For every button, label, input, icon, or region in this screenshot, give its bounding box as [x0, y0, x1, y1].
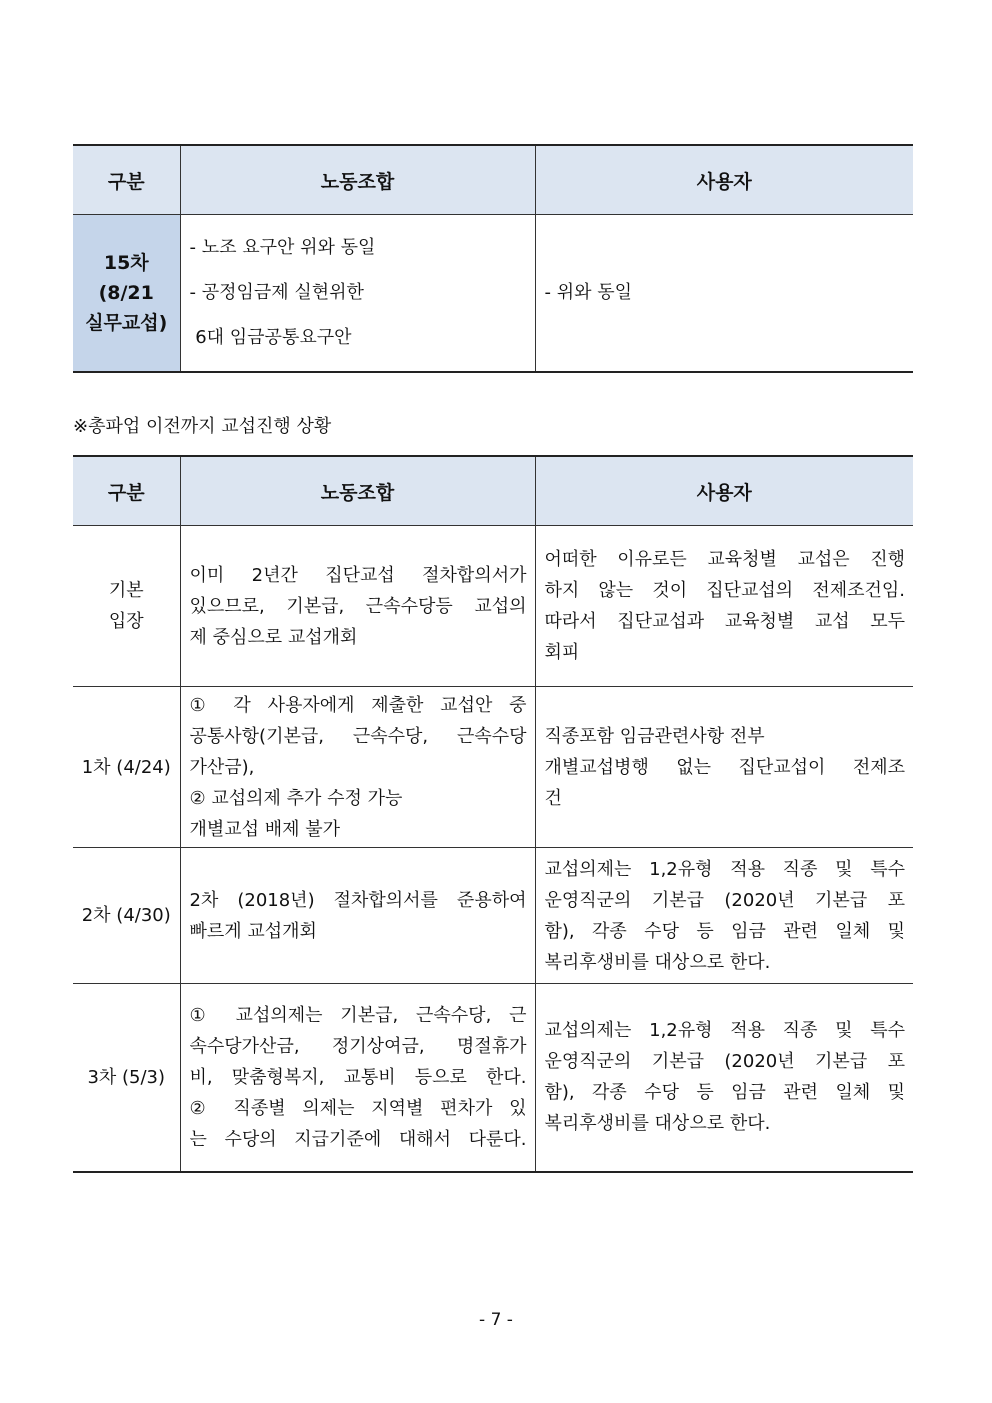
table1-header-row	[73, 145, 913, 215]
table-row	[73, 687, 913, 848]
union-cell: 이미 2년간 집단교섭 절차합의서가 있으므로, 기본급, 근속수당등 교섭의 제 중심으로 교섭개회	[180, 526, 535, 687]
union-cell: - 노조 요구안 위와 동일 - 공정임금제 실현위한 6대 임금공통요구안	[180, 215, 535, 372]
row-label: 15차 (8/21 실무교섭)	[73, 215, 180, 372]
employer-cell: 어떠한 이유로든 교육청별 교섭은 진행 하지 않는 것이 집단교섭의 전제조건임. 따라서 집단교섭과 교육청별 교섭 모두 회피	[535, 526, 913, 687]
employer-cell: 교섭의제는 1,2유형 적용 직종 및 특수 운영직군의 기본급 (2020년 기본급 포 함), 각종 수당 등 임금 관련 일체 및 복리후생비를 대상으로 한다.	[535, 984, 913, 1172]
negotiation-table-15th	[73, 144, 913, 373]
row-label: 3차 (5/3)	[73, 984, 180, 1172]
header-category: 구분	[73, 456, 180, 526]
table-row	[73, 984, 913, 1172]
table2-header-row	[73, 456, 913, 526]
row-label: 2차 (4/30)	[73, 848, 180, 984]
union-cell: 2차 (2018년) 절차합의서를 준용하여 빠르게 교섭개회	[180, 848, 535, 984]
employer-cell: 직종포함 임금관련사항 전부 개별교섭병행 없는 집단교섭이 전제조 건	[535, 687, 913, 848]
row-label: 1차 (4/24)	[73, 687, 180, 848]
table-row	[73, 848, 913, 984]
table-row	[73, 526, 913, 687]
header-union: 노동조합	[180, 456, 535, 526]
header-employer: 사용자	[535, 145, 913, 215]
negotiation-progress-table	[73, 455, 913, 1173]
header-union: 노동조합	[180, 145, 535, 215]
union-cell: ① 교섭의제는 기본급, 근속수당, 근 속수당가산금, 정기상여금, 명절휴가 비, 맞춤형복지, 교통비 등으로 한다. ② 직종별 의제는 지역별 편차가 있 는 수당의 지급기준에 대해서 다룬다.	[180, 984, 535, 1172]
page-number: - 7 -	[479, 1310, 513, 1330]
employer-cell: - 위와 동일	[535, 215, 913, 372]
section-note: ※총파업 이전까지 교섭진행 상황	[73, 416, 332, 437]
employer-cell: 교섭의제는 1,2유형 적용 직종 및 특수 운영직군의 기본급 (2020년 기본급 포 함), 각종 수당 등 임금 관련 일체 및 복리후생비를 대상으로 한다.	[535, 848, 913, 984]
row-label: 기본 입장	[73, 526, 180, 687]
union-cell: ① 각 사용자에게 제출한 교섭안 중 공통사항(기본급, 근속수당, 근속수당 가산금), ② 교섭의제 추가 수정 가능 개별교섭 배제 불가	[180, 687, 535, 848]
header-employer: 사용자	[535, 456, 913, 526]
table1-row-15th	[73, 215, 913, 372]
header-category: 구분	[73, 145, 180, 215]
